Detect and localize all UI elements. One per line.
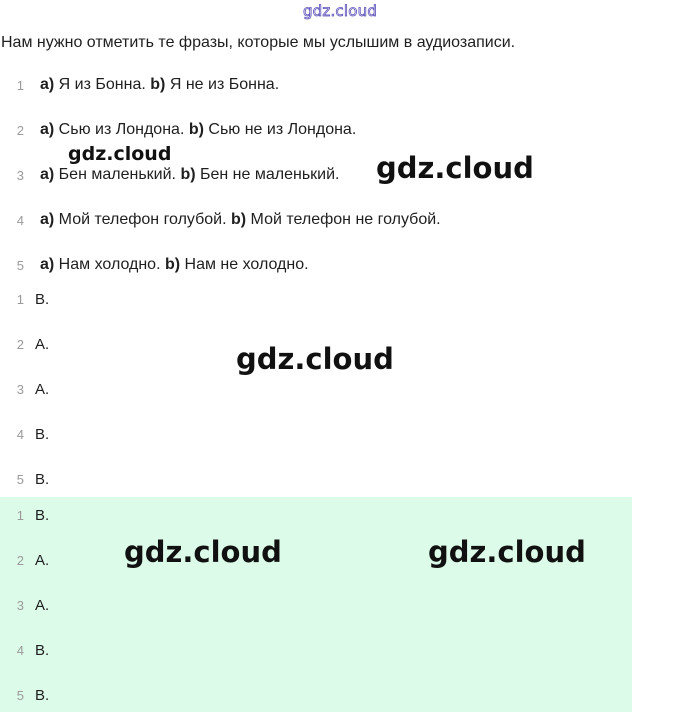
answer-row <box>0 422 49 446</box>
option-a-label: a) <box>40 211 55 228</box>
option-b-label: b) <box>164 256 181 273</box>
highlighted-answer-row <box>0 638 49 662</box>
option-a-text: Бен маленький. <box>54 166 181 183</box>
question-number: 1 <box>16 77 24 93</box>
question-text <box>40 256 309 274</box>
option-b-text: Мой телефон не голубой. <box>246 211 441 228</box>
site-logo: gdz.cloud <box>302 2 378 20</box>
highlighted-answer-row <box>0 683 49 707</box>
answer-text: A. <box>35 380 50 398</box>
watermark: gdz.cloud <box>124 535 282 569</box>
option-a-label: a) <box>40 76 55 93</box>
watermark: gdz.cloud <box>68 143 172 165</box>
answer-text: B. <box>35 470 50 488</box>
answer-text: A. <box>35 551 50 569</box>
highlighted-answer-row <box>0 548 49 572</box>
question-row <box>0 208 441 232</box>
watermark: gdz.cloud <box>236 342 394 376</box>
question-row <box>0 73 279 97</box>
answer-row <box>0 287 49 311</box>
option-a-label: a) <box>40 166 55 183</box>
answer-number: 3 <box>16 381 24 397</box>
watermark: gdz.cloud <box>428 535 586 569</box>
answer-text: B. <box>35 641 50 659</box>
answer-row <box>0 467 49 491</box>
answer-number: 2 <box>16 552 24 568</box>
answer-row <box>0 377 49 401</box>
question-row <box>0 163 339 187</box>
option-a-label: a) <box>40 121 55 138</box>
option-a-text: Я из Бонна. <box>54 76 151 93</box>
highlighted-answers-panel <box>0 497 632 712</box>
option-b-label: b) <box>150 76 166 93</box>
option-b-label: b) <box>188 121 204 138</box>
answer-text: A. <box>35 335 50 353</box>
question-number: 5 <box>16 257 24 273</box>
question-number: 4 <box>16 212 24 228</box>
task-instruction: Нам нужно отметить те фразы, которые мы услышим в аудиозаписи. <box>1 34 516 51</box>
option-b-text: Я не из Бонна. <box>165 76 280 93</box>
highlighted-answer-row <box>0 593 49 617</box>
question-row <box>0 118 356 142</box>
option-b-text: Бен не маленький. <box>195 166 340 183</box>
answer-text: A. <box>35 596 50 614</box>
option-a-label: a) <box>40 256 55 273</box>
option-a-text: Нам холодно. <box>54 256 165 273</box>
answer-number: 2 <box>16 336 24 352</box>
watermark: gdz.cloud <box>376 151 534 185</box>
option-b-text: Сью не из Лондона. <box>203 121 357 138</box>
option-a-text: Сью из Лондона. <box>54 121 189 138</box>
question-number: 2 <box>16 122 24 138</box>
answer-text: B. <box>35 425 50 443</box>
answer-number: 4 <box>16 642 24 658</box>
question-text <box>40 166 339 184</box>
option-a-text: Мой телефон голубой. <box>54 211 231 228</box>
answer-number: 4 <box>16 426 24 442</box>
answer-text: B. <box>35 290 50 308</box>
highlighted-answer-row <box>0 503 49 527</box>
answer-number: 1 <box>16 507 24 523</box>
answer-number: 3 <box>16 597 24 613</box>
option-b-label: b) <box>180 166 196 183</box>
answer-text: B. <box>35 686 50 704</box>
question-number: 3 <box>16 167 24 183</box>
answer-row <box>0 332 49 356</box>
question-text <box>40 121 356 139</box>
answer-number: 1 <box>16 291 24 307</box>
question-row <box>0 253 309 277</box>
answer-text: B. <box>35 506 50 524</box>
question-text <box>40 76 279 94</box>
option-b-text: Нам не холодно. <box>180 256 309 273</box>
option-b-label: b) <box>231 211 247 228</box>
answer-number: 5 <box>16 471 24 487</box>
question-text <box>40 211 441 229</box>
answer-number: 5 <box>16 687 24 703</box>
